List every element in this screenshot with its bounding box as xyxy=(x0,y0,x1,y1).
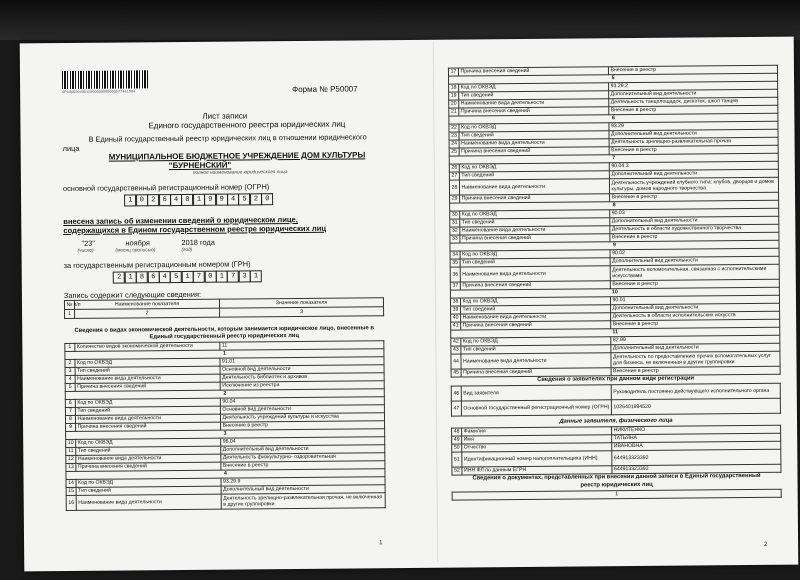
row-name: Код по ОКВЭД xyxy=(76,438,221,447)
row-name: Код по ОКВЭД xyxy=(459,83,609,92)
row-number: 2 xyxy=(65,359,75,367)
digit-cell: 5 xyxy=(170,271,182,283)
row-name: Тип сведений xyxy=(75,366,220,375)
activity-table-left xyxy=(64,340,385,511)
section-number: 8 xyxy=(450,200,779,211)
page-number: 1 xyxy=(379,540,383,547)
row-name: Тип сведений xyxy=(461,305,611,314)
col-header-name: Наименование показателя xyxy=(74,299,219,309)
row-name: Тип сведений xyxy=(460,218,610,227)
row-value: ИВАНОВНА xyxy=(612,441,781,450)
header-table xyxy=(64,297,384,319)
page-1 xyxy=(20,40,432,547)
grn-cells xyxy=(114,270,262,283)
row-number: 52 xyxy=(452,467,462,475)
row-value: НИКИТЕНКО xyxy=(612,425,781,434)
digit-cell: 0 xyxy=(181,194,193,206)
date-caption-day: (число) xyxy=(77,248,94,254)
section-number: 10 xyxy=(450,287,779,298)
row-number: 29 xyxy=(450,195,460,203)
row-value: Внесение в реестр xyxy=(611,366,780,375)
date-caption-year: (год) xyxy=(181,247,193,253)
row-value: Внесение в реестр xyxy=(610,279,779,288)
row-number: 7 xyxy=(65,407,75,415)
section-number: 4 xyxy=(66,469,385,480)
change-line-1: внесена запись об изменении сведений о юридическом лице, xyxy=(63,214,298,227)
form-number: Форма № Р50007 xyxy=(292,84,358,95)
intro-line-2: лица xyxy=(62,143,80,154)
section-number: 11 xyxy=(451,327,780,338)
row-number: 48 xyxy=(452,428,462,436)
row-number: 41 xyxy=(451,322,461,330)
row-value: 90.01 xyxy=(610,295,779,304)
row-number: 15 xyxy=(66,487,76,495)
row-number: 8 xyxy=(65,415,75,423)
row-name: Наименование вида деятельности xyxy=(76,454,221,463)
row-name: Код по ОКВЭД xyxy=(460,297,610,306)
docs-first-row: 1 xyxy=(452,489,781,500)
digit-cell: 9 xyxy=(204,194,216,206)
row-number: 23 xyxy=(449,132,459,140)
applicant-person-subtitle: Данные заявителя, физического лица xyxy=(559,417,673,425)
row-name: Код по ОКВЭД xyxy=(461,337,611,346)
digit-cell: 1 xyxy=(250,270,262,282)
row-number: 40 xyxy=(451,314,461,322)
date-caption-month: (месяц прописью) xyxy=(115,248,156,254)
digit-cell: 3 xyxy=(239,270,251,282)
row-name: Тип сведений xyxy=(459,131,609,140)
row-name: Идентификационный номер налогоплательщика (ИНН) xyxy=(462,451,612,467)
row-name: Причина внесения сведений xyxy=(460,234,610,243)
section-number: 1 xyxy=(65,349,384,360)
row-value: Внесение в реестр xyxy=(610,232,779,241)
person-table xyxy=(451,425,781,476)
row-value: 644913323392 xyxy=(612,449,781,465)
row-name: Наименование вида деятельности xyxy=(461,313,611,322)
row-number: 14 xyxy=(66,479,76,487)
row-value: Деятельность учреждений культуры и искусства xyxy=(220,413,384,422)
row-value: Руководитель постоянно действующего исполнительного органа xyxy=(611,383,780,399)
col-index-3: 3 xyxy=(220,307,384,317)
row-name: Тип сведений xyxy=(75,406,220,415)
row-value: Деятельность зрелищно-развлекательная прочая xyxy=(609,137,778,146)
org-name-line-2: "БУРНЕНСКИЙ" xyxy=(168,160,232,171)
org-name-caption: полное наименование юридического лица xyxy=(192,170,288,176)
row-value: 96.04 xyxy=(221,437,385,446)
row-name: Наименование вида деятельности xyxy=(459,99,609,108)
digit-cell: 6 xyxy=(159,194,171,206)
row-name: Наименование вида деятельности xyxy=(459,179,609,195)
row-value: Внесение в реестр xyxy=(608,65,777,74)
row-name: Код по ОКВЭД xyxy=(459,123,609,132)
digit-cell: 4 xyxy=(227,193,239,205)
page-fold xyxy=(433,42,439,562)
row-number: 45 xyxy=(451,369,461,377)
row-number: 34 xyxy=(450,251,460,259)
row-value: 90.03 xyxy=(610,208,779,217)
row-number: 3 xyxy=(65,367,75,375)
row-value: 91.01 xyxy=(220,357,384,366)
section-number: 3 xyxy=(66,429,385,440)
date-year: 2018 года xyxy=(181,237,215,247)
digit-cell: 1 xyxy=(193,194,205,206)
barcode-text: 4P10002040011000000099000577441994 xyxy=(62,89,136,95)
row-value: 93.29.2 xyxy=(609,81,778,90)
table-row xyxy=(66,493,385,511)
row-value: 1026401994520 xyxy=(611,398,780,414)
background xyxy=(0,0,800,40)
digit-cell: 1 xyxy=(182,271,194,283)
row-name: Наименование вида деятельности xyxy=(461,353,611,369)
row-number: 12 xyxy=(66,455,76,463)
table-row xyxy=(451,398,780,416)
digit-cell: 1 xyxy=(216,271,228,283)
row-value: Основной вид деятельности xyxy=(220,365,384,374)
digit-cell: 0 xyxy=(261,193,273,205)
row-number: 30 xyxy=(450,211,460,219)
row-value: Деятельность физкультурно- оздоровительная xyxy=(221,453,385,462)
row-name: Код по ОКВЭД xyxy=(459,163,609,172)
row-number: 4 xyxy=(65,375,75,383)
digit-cell: 7 xyxy=(227,270,239,282)
contains-label: Запись содержит следующие сведения: xyxy=(63,289,202,301)
row-number: 43 xyxy=(451,346,461,354)
row-value: Внесение в реестр xyxy=(221,461,385,470)
row-number: 11 xyxy=(66,447,76,455)
digit-cell: 4 xyxy=(170,194,182,206)
digit-cell: 0 xyxy=(136,194,148,206)
row-value: Деятельность библиотек и архивов xyxy=(220,373,384,382)
row-name: Причина внесения сведений xyxy=(76,422,221,431)
row-value: Деятельность в области художественного творчества xyxy=(610,224,779,233)
row-value: Внесение в реестр xyxy=(609,145,778,154)
row-number: 24 xyxy=(449,140,459,148)
sheet-title: Лист записи xyxy=(202,111,248,121)
row-number: 16 xyxy=(66,495,76,510)
section-title-line-1: Сведения о видах экономической деятельности, которым занимается юридическое лицо, внесенные в xyxy=(74,325,374,334)
section-applicants-title: Сведения о заявителях при данном виде регистрации xyxy=(537,375,695,383)
row-value: Дополнительный вид деятельности xyxy=(609,89,778,98)
row-number: 42 xyxy=(451,338,461,346)
row-name: Тип сведений xyxy=(459,171,609,180)
row-value: Деятельность танцплощадок, дискотек, школ танцев xyxy=(609,97,778,106)
col-index-2: 2 xyxy=(75,308,220,318)
row-number: 1 xyxy=(65,343,75,351)
row-number: 5 xyxy=(65,383,75,391)
row-value: Внесение в реестр xyxy=(221,421,385,430)
row-value: Внесение в реестр xyxy=(611,319,780,328)
document-sheet xyxy=(20,37,799,572)
row-number: 17 xyxy=(448,68,458,76)
sheet-subtitle: Единого государственного реестра юридических лиц xyxy=(148,119,346,131)
row-name: Наименование вида деятельности xyxy=(460,226,610,235)
row-name: Вид заявителя xyxy=(461,385,611,401)
col-header-number: № п/п xyxy=(64,300,74,309)
section-number: 2 xyxy=(65,389,384,400)
row-value: 90.04 xyxy=(220,397,384,406)
row-value: Деятельность учреждений клубного типа: клубов, дворцов и домов культуры, домов народного творчества xyxy=(609,177,778,193)
section-number: 9 xyxy=(450,240,779,251)
row-number: 36 xyxy=(450,267,460,282)
row-name: Код по ОКВЭД xyxy=(460,210,610,219)
row-name: Тип сведений xyxy=(461,345,611,354)
row-number: 39 xyxy=(451,306,461,314)
row-number: 6 xyxy=(65,399,75,407)
row-name: Причина внесения сведений xyxy=(458,67,608,76)
digit-cell: 1 xyxy=(125,271,137,283)
col-index-1: 1 xyxy=(65,309,75,318)
row-name: Причина внесения сведений xyxy=(459,107,609,116)
docs-table xyxy=(452,489,782,501)
digit-cell: 6 xyxy=(147,271,159,283)
row-name: Фамилия xyxy=(462,427,612,436)
row-name: Наименование вида деятельности xyxy=(75,414,220,423)
digit-cell: 0 xyxy=(204,271,216,283)
row-value: Деятельность вспомогательная, связанная с исполнительскими искусствами xyxy=(610,264,779,280)
row-value: 93.29.9 xyxy=(221,477,385,486)
change-line-2: содержащихся в Едином государственном реестре юридических лиц xyxy=(63,223,327,236)
row-value: Дополнительный вид деятельности xyxy=(221,445,385,454)
row-number: 22 xyxy=(449,124,459,132)
date-month: ноября xyxy=(125,238,150,248)
row-name: Причина внесения сведений xyxy=(460,194,610,203)
row-value: Дополнительный вид деятельности xyxy=(609,129,778,138)
ogrn-cells xyxy=(125,193,273,206)
digit-cell: 2 xyxy=(147,194,159,206)
row-name: Тип сведений xyxy=(460,258,610,267)
row-number: 49 xyxy=(452,436,462,444)
row-number: 21 xyxy=(449,108,459,116)
row-name: Причина внесения сведений xyxy=(459,147,609,156)
row-name: Основной государственный регистрационный номер (ОГРН) xyxy=(461,400,611,416)
row-value: Дополнительный вид деятельности xyxy=(610,256,779,265)
row-value: 82.99 xyxy=(611,335,780,344)
org-name-line-1: МУНИЦИПАЛЬНОЕ БЮДЖЕТНОЕ УЧРЕЖДЕНИЕ ДОМ КУЛЬТУРЫ xyxy=(108,150,366,162)
row-name: Наименование вида деятельности xyxy=(459,139,609,148)
section-title-line-2: Единый государственный реестр юридических лиц xyxy=(149,332,300,341)
row-value: Дополнительный вид деятельности xyxy=(609,169,778,178)
row-number: 46 xyxy=(451,386,461,401)
row-number: 27 xyxy=(449,172,459,180)
section-number: 6 xyxy=(449,113,778,124)
row-name: Тип сведений xyxy=(76,446,221,455)
row-name: Отчество xyxy=(462,443,612,452)
row-name: Количество видов экономической деятельности xyxy=(75,342,220,351)
row-value: Дополнительный вид деятельности xyxy=(610,216,779,225)
row-value: 90.04.3 xyxy=(609,161,778,170)
row-number: 13 xyxy=(66,463,76,471)
row-value: 644913323392 xyxy=(612,464,781,473)
row-name: Причина внесения сведений xyxy=(75,382,220,391)
row-name: Тип сведений xyxy=(459,91,609,100)
digit-cell: 2 xyxy=(113,271,125,283)
row-number: 26 xyxy=(449,164,459,172)
section-docs-title-1: Сведения о документах, представленных при внесении данной записи в Единый государственный xyxy=(472,472,761,482)
row-number: 50 xyxy=(452,444,462,452)
row-value: Деятельность по предоставлению прочих вспомогательных услуг для бизнеса, не включенная в другие группировки xyxy=(611,351,780,367)
row-number: 32 xyxy=(450,227,460,235)
section-number: 5 xyxy=(449,73,778,84)
applicant-table xyxy=(451,383,781,417)
row-name: Код по ОКВЭД xyxy=(75,358,220,367)
row-value: Исключение из реестра xyxy=(220,381,384,390)
row-number: 9 xyxy=(66,423,76,431)
row-name: Тип сведений xyxy=(76,486,221,495)
row-number: 51 xyxy=(452,452,462,467)
row-number: 47 xyxy=(451,401,461,416)
row-name: Код по ОКВЭД xyxy=(460,250,610,259)
row-number: 37 xyxy=(450,282,460,290)
row-number: 28 xyxy=(449,180,459,195)
section-number: 7 xyxy=(449,153,778,164)
row-name: Причина внесения сведений xyxy=(461,321,611,330)
row-value: Основной вид деятельности xyxy=(220,405,384,414)
row-value: 90.02 xyxy=(610,248,779,257)
row-number: 19 xyxy=(449,92,459,100)
digit-cell: 9 xyxy=(216,194,228,206)
digit-cell: 7 xyxy=(193,271,205,283)
ogrn-label: основной государственный регистрационный номер (ОГРН) xyxy=(62,182,270,194)
row-name: Наименование вида деятельности xyxy=(76,494,221,510)
row-value: 93.29 xyxy=(609,121,778,130)
row-number: 25 xyxy=(449,148,459,156)
row-value: Деятельность в области исполнительских искусств xyxy=(611,311,780,320)
row-value: Деятельность зрелищно-развлекательная прочая, не включенная в другие группировки xyxy=(221,493,385,509)
row-value: Внесение в реестр xyxy=(610,192,779,201)
barcode-icon xyxy=(62,70,148,89)
row-name: Код по ОКВЭД xyxy=(75,398,220,407)
row-value: Внесение в реестр xyxy=(609,105,778,114)
row-number: 18 xyxy=(449,84,459,92)
row-number: 10 xyxy=(66,439,76,447)
section-docs-title-2: реестр юридических лиц xyxy=(580,481,653,489)
digit-cell: 1 xyxy=(124,194,136,206)
grn-label: за государственным регистрационным номером (ГРН) xyxy=(63,259,251,271)
intro-line-1: В Единый государственный реестр юридических лиц в отношении юридического xyxy=(88,132,367,144)
row-number: 35 xyxy=(450,259,460,267)
row-value: 11 xyxy=(220,341,384,350)
row-value: Дополнительный вид деятельности xyxy=(611,303,780,312)
row-name: Причина внесения сведений xyxy=(76,462,221,471)
row-number: 33 xyxy=(450,235,460,243)
row-name: ИНН ФЛ по данным ЕГРН xyxy=(462,466,612,475)
row-number: 20 xyxy=(449,100,459,108)
row-name: Код по ОКВЭД xyxy=(76,478,221,487)
row-value: Дополнительный вид деятельности xyxy=(221,485,385,494)
row-value: Дополнительный вид деятельности xyxy=(611,343,780,352)
row-value: ТАТЬЯНА xyxy=(612,433,781,442)
page-number: 2 xyxy=(764,541,768,548)
col-header-value: Значение показателя xyxy=(219,298,383,308)
row-name: Причина внесения сведений xyxy=(461,368,611,377)
date-day: "23" xyxy=(81,238,95,248)
digit-cell: 2 xyxy=(250,193,262,205)
digit-cell: 5 xyxy=(238,193,250,205)
digit-cell: 8 xyxy=(136,271,148,283)
digit-cell: 4 xyxy=(159,271,171,283)
row-number: 31 xyxy=(450,219,460,227)
row-name: Наименование вида деятельности xyxy=(75,374,220,383)
row-name: Причина внесения сведений xyxy=(460,281,610,290)
row-number: 38 xyxy=(450,298,460,306)
activity-table-right xyxy=(448,65,781,378)
row-name: Имя xyxy=(462,435,612,444)
row-number: 44 xyxy=(451,354,461,369)
row-name: Наименование вида деятельности xyxy=(460,266,610,282)
